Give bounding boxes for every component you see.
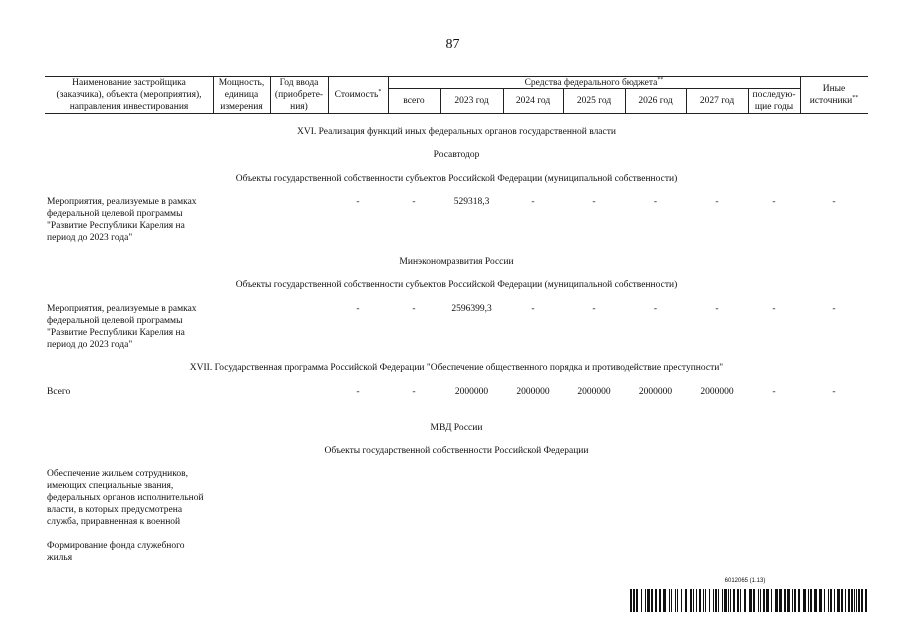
- row-name-line: федеральной целевой программы: [47, 316, 183, 326]
- row-name-line: федеральных органов исполнительной: [47, 493, 204, 503]
- barcode-bar: [808, 589, 809, 612]
- barcode-bar: [787, 589, 790, 612]
- barcode-bar: [715, 589, 717, 612]
- cell-2027: -: [715, 304, 719, 314]
- row-name: [47, 303, 222, 351]
- header-capacity-line: единица: [224, 90, 259, 100]
- row-name-line: служба, приравненная к военной: [47, 517, 181, 527]
- barcode-bar: [763, 589, 765, 612]
- barcode-bar: [792, 589, 793, 612]
- barcode-bar: [803, 589, 806, 612]
- cell-cost: -: [356, 304, 360, 314]
- header-total: всего: [403, 96, 425, 106]
- barcode-bar: [824, 589, 825, 612]
- barcode-bar: [703, 589, 704, 612]
- row-name-line: Формирование фонда служебного: [47, 541, 185, 551]
- header-cost-footnote-mark: *: [378, 88, 382, 95]
- cell-2026: -: [653, 304, 658, 314]
- barcode-bar: [854, 589, 855, 612]
- barcode-bar: [651, 589, 653, 612]
- section-heading: XVI. Реализация функций иных федеральных органов государственной власти: [297, 127, 616, 137]
- header-later-years: [748, 89, 800, 113]
- barcode-bar: [744, 589, 746, 612]
- cell-2024: -: [531, 304, 535, 314]
- header-other-line: источники: [809, 96, 853, 106]
- header-name-line: (заказчика), объекта (мероприятия),: [56, 90, 202, 100]
- agency-heading: МВД России: [430, 423, 483, 433]
- header-budget-group: [388, 77, 800, 89]
- barcode-bar: [865, 589, 867, 612]
- barcode-bar: [633, 589, 635, 612]
- row-name-line: Мероприятия, реализуемые в рамках: [47, 197, 197, 207]
- barcode-bar: [655, 589, 657, 612]
- barcode-bar: [733, 589, 735, 612]
- row-name: [47, 196, 222, 244]
- header-cost-label: Стоимость: [334, 90, 379, 100]
- barcode-bar: [766, 589, 769, 612]
- cell-2024: -: [531, 197, 535, 207]
- barcode-bar: [709, 589, 710, 612]
- barcode-bar: [663, 589, 666, 612]
- header-later-line: щие годы: [754, 102, 794, 112]
- agency-heading: Минэкономразвития России: [399, 257, 514, 267]
- barcode-bar: [779, 589, 782, 612]
- barcode-bar: [841, 589, 843, 612]
- cell-2023: 2596399,3: [451, 304, 492, 314]
- row-name-line: "Развитие Республики Карелия на: [47, 328, 185, 338]
- barcode-bar: [675, 589, 676, 612]
- barcode-bar: [810, 589, 812, 612]
- header-capacity-line: измерения: [220, 102, 263, 112]
- cell-cost: -: [356, 197, 360, 207]
- header-capacity-column: [213, 77, 270, 113]
- barcode-bar: [856, 589, 857, 612]
- cell-2026: 2000000: [638, 387, 673, 397]
- barcode-bar: [784, 589, 786, 612]
- header-name-line: направления инвестирования: [69, 102, 189, 112]
- cell-later: -: [772, 304, 776, 314]
- barcode-bar: [722, 589, 723, 612]
- row-name-line: период до 2023 года": [47, 233, 133, 243]
- header-name-line: Наименование застройщика: [72, 78, 186, 88]
- barcode-bar: [848, 589, 850, 612]
- header-cost-column: [328, 89, 388, 101]
- barcode-bar: [730, 589, 731, 612]
- barcode-bar: [858, 589, 860, 612]
- barcode-bar: [753, 589, 755, 612]
- barcode-bar: [837, 589, 840, 612]
- barcode-bar: [749, 589, 752, 612]
- header-later-line: последую-: [752, 90, 796, 100]
- header-budget-footnote-mark: **: [657, 76, 664, 83]
- cell-other: -: [832, 197, 836, 207]
- barcode-bar: [671, 589, 672, 612]
- barcode-bar: [830, 589, 832, 612]
- cell-2025: 2000000: [577, 387, 611, 397]
- header-year-2027: 2027 год: [699, 96, 735, 106]
- barcode-bar: [718, 589, 719, 612]
- barcode-bar: [693, 589, 694, 612]
- barcode-bar: [737, 589, 739, 612]
- barcode-bar: [659, 589, 661, 612]
- cell-later: -: [772, 197, 776, 207]
- cell-2027: 2000000: [700, 387, 734, 397]
- row-name-line: Обеспечение жильем сотрудников,: [47, 469, 189, 479]
- barcode-bar: [685, 589, 687, 612]
- barcode-bar: [724, 589, 727, 612]
- row-name-line: Мероприятия, реализуемые в рамках: [47, 304, 197, 314]
- barcode-bar: [758, 589, 759, 612]
- row-name: Всего: [47, 387, 71, 397]
- barcode-bar: [681, 589, 682, 612]
- agency-heading: Росавтодор: [433, 150, 480, 160]
- row-name-line: период до 2023 года": [47, 340, 133, 350]
- cell-later: -: [772, 387, 776, 397]
- barcode-bar: [699, 589, 701, 612]
- header-year-line: Год ввода: [279, 78, 319, 88]
- barcode-bar: [645, 589, 646, 612]
- cell-2025: -: [592, 197, 596, 207]
- barcode-bar: [861, 589, 863, 612]
- cell-total: -: [412, 197, 416, 207]
- barcode-bar: [851, 589, 853, 612]
- barcode-bar: [760, 589, 761, 612]
- barcode-bar: [814, 589, 817, 612]
- cell-2024: 2000000: [516, 387, 550, 397]
- barcode-bar: [669, 589, 670, 612]
- barcode-bar: [798, 589, 800, 612]
- barcode-bar: [636, 589, 638, 612]
- header-name-column: [45, 77, 213, 113]
- category-heading: Объекты государственной собственности Российской Федерации: [324, 446, 589, 456]
- header-year-2024: 2024 год: [515, 96, 551, 106]
- cell-2027: -: [715, 197, 719, 207]
- barcode-bar: [819, 589, 822, 612]
- row-name-line: жилья: [47, 553, 73, 563]
- row-name-line: имеющих специальные звания,: [47, 481, 174, 491]
- cell-2023: 2000000: [454, 387, 489, 397]
- header-year-2026: 2026 год: [638, 96, 673, 106]
- barcode-bar: [728, 589, 729, 612]
- header-capacity-line: Мощность,: [218, 78, 265, 88]
- barcode-bar: [677, 589, 678, 612]
- barcode-bar: [713, 589, 714, 612]
- cell-2026: -: [653, 197, 658, 207]
- header-year-2025: 2025 год: [576, 96, 612, 106]
- category-heading: Объекты государственной собственности субъектов Российской Федерации (муниципальной собственности): [235, 174, 678, 184]
- header-year-column: [270, 77, 328, 113]
- cell-cost: -: [356, 387, 360, 397]
- barcode-bar: [845, 589, 846, 612]
- cell-2025: -: [592, 304, 596, 314]
- row-name-line: власти, в которых предусмотрена: [47, 505, 183, 515]
- barcode-bar: [696, 589, 697, 612]
- row-name-line: федеральной целевой программы: [47, 209, 183, 219]
- cell-2023: 529318,3: [453, 197, 490, 207]
- header-budget-label: Средства федерального бюджета: [524, 78, 658, 88]
- header-other-line: Иные: [822, 84, 846, 94]
- header-year-2023: 2023 год: [454, 96, 489, 106]
- barcode-bar: [630, 589, 632, 612]
- row-name-line: "Развитие Республики Карелия на: [47, 221, 185, 231]
- cell-total: -: [412, 304, 416, 314]
- barcode-bar: [794, 589, 796, 612]
- barcode-bar: [641, 589, 642, 612]
- barcode-bar: [690, 589, 692, 612]
- barcode-bar: [775, 589, 778, 612]
- cell-total: -: [412, 387, 416, 397]
- barcode-bar: [828, 589, 829, 612]
- section-heading: XVII. Государственная программа Российской Федерации "Обеспечение общественного порядка и противодействие преступности": [189, 363, 724, 373]
- barcode-bar: [647, 589, 650, 612]
- cell-other: -: [832, 387, 836, 397]
- page-number: 87: [445, 37, 460, 52]
- barcode-bar: [771, 589, 772, 612]
- barcode-bar: [705, 589, 706, 612]
- cell-other: -: [832, 304, 836, 314]
- header-other-sources: [800, 83, 868, 107]
- barcode: [630, 589, 870, 612]
- row-name: [47, 540, 222, 564]
- barcode-bar: [740, 589, 741, 612]
- header-bottom-rule: [45, 113, 868, 114]
- category-heading: Объекты государственной собственности субъектов Российской Федерации (муниципальной собственности): [235, 280, 678, 290]
- header-year-line: (приобрете-: [274, 90, 324, 100]
- barcode-label: 6012065 (1.13): [724, 578, 766, 584]
- barcode-bar: [834, 589, 835, 612]
- header-year-line: ния): [290, 102, 308, 112]
- row-name: [47, 468, 222, 528]
- header-other-footnote-mark: **: [852, 94, 859, 101]
